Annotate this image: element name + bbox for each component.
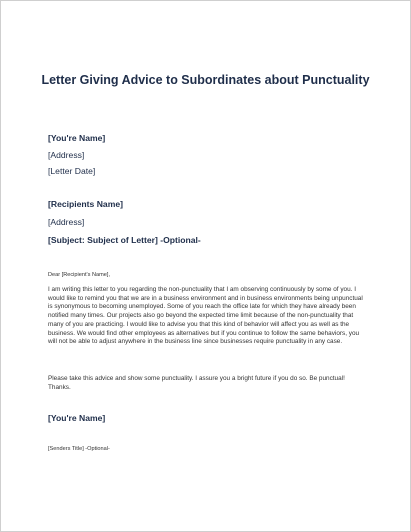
sender-address: [Address] xyxy=(48,150,85,160)
letter-title: Letter Giving Advice to Subordinates about Punctuality xyxy=(41,73,370,87)
sender-name: [You're Name] xyxy=(48,133,106,143)
letter-date: [Letter Date] xyxy=(48,166,96,176)
recipient-name: [Recipients Name] xyxy=(48,199,123,209)
subject-line: [Subject: Subject of Letter] -Optional- xyxy=(48,235,201,245)
body-paragraph-1: I am writing this letter to you regarding the non-punctuality that I am observing continuously by some of you. I would like to remind you that we are in a business environment and in business environments being unpunctual is synonymous to becoming unemployed. Some of you reach the office late for which they have already been notified many times. Our projects also go beyond the expected time limit because of the non-punctuality that many of you are practicing. I would like to advise you that this kind of behavior will affect you as well as the business. We would find other employees as alternatives but if you continue to follow the same behaviors, you will not be able to adjust anywhere in the business line since businesses require punctuality in any case. xyxy=(48,286,363,346)
recipient-address: [Address] xyxy=(48,217,85,227)
closing-name: [You're Name] xyxy=(48,413,106,423)
salutation: Dear [Recipient's Name], xyxy=(48,272,111,278)
body-paragraph-2: Please take this advice and show some punctuality. I assure you a bright future if you do so. Be punctual! Thanks. xyxy=(48,375,345,391)
closing-title: [Senders Title] -Optional- xyxy=(48,446,110,452)
